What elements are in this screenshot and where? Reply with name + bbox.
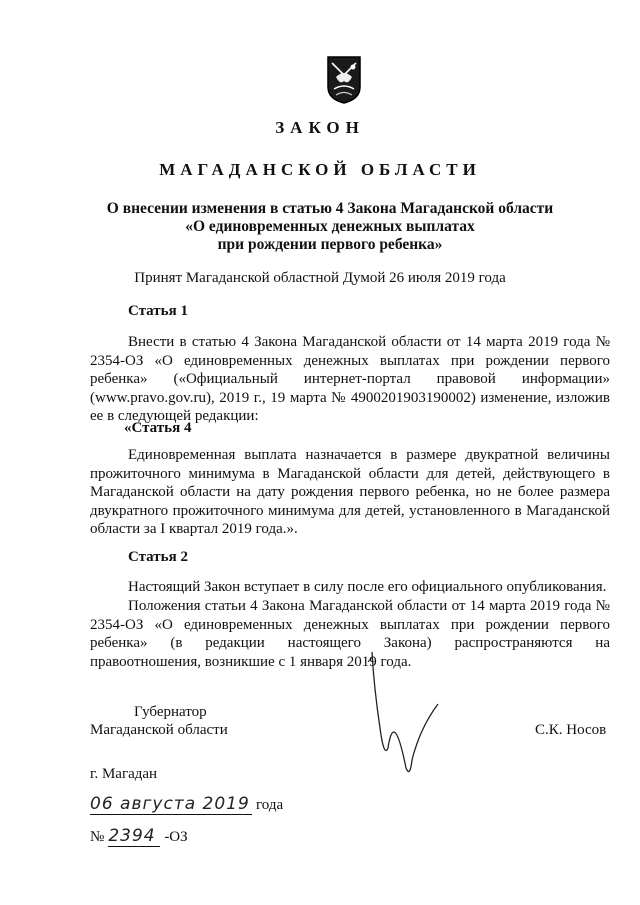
handwritten-date: 06 августа 2019 <box>90 794 252 815</box>
subject-line: О внесении изменения в статью 4 Закона Магаданской области <box>106 200 554 217</box>
signer-position: Губернатор <box>134 704 207 720</box>
article-4-quoted-text: Единовременная выплата назначается в размере двукратной величины прожиточного минимума в Магаданской области для детей, действующего в Магаданской области на дату рождения первого ребенка, но не более размера двукратного прожиточного минимума для детей, установленного в Магаданской области за I квартал 2019 года.». <box>90 447 610 538</box>
article-2-paragraph-2: Положения статьи 4 Закона Магаданской области от 14 марта 2019 года № 2354-ОЗ «О единовременных денежных выплатах при рождении первого ребенка» (в редакции настоящего Закона) распространяются на правоотношения, возникшие с 1 января 2019 года. <box>90 598 610 670</box>
adoption-note: Принят Магаданской областной Думой 26 июля 2019 года <box>134 270 506 286</box>
subject-line: «О единовременных денежных выплатах <box>185 218 475 235</box>
article-4-quoted-heading: «Статья 4 <box>124 420 192 436</box>
date-suffix: года <box>256 797 284 813</box>
article-1-heading: Статья 1 <box>128 303 188 319</box>
place-of-signing: г. Магадан <box>90 766 158 782</box>
document-type-title: ЗАКОН <box>275 118 365 137</box>
handwritten-number: 2394 <box>108 826 160 847</box>
signer-region: Магаданской области <box>90 722 228 738</box>
coat-of-arms-emblem <box>326 55 362 105</box>
article-1-text: Внести в статью 4 Закона Магаданской области от 14 марта 2019 года № 2354-ОЗ «О единовременных денежных выплатах при рождении первого ребенка» («Официальный интернет-портал правовой информации» (www.pravo.gov.ru), 2019 г., 19 марта № 4900201903190002) изменение, изложив ее в следующей редакции: <box>90 334 610 425</box>
region-title: МАГАДАНСКОЙ ОБЛАСТИ <box>159 160 481 179</box>
law-subject <box>60 200 600 254</box>
number-suffix: -ОЗ <box>164 829 188 845</box>
number-prefix: № <box>90 829 105 845</box>
handwritten-signature <box>360 648 450 788</box>
subject-line: при рождении первого ребенка» <box>217 236 443 253</box>
signing-date <box>90 794 283 815</box>
law-number <box>90 826 188 847</box>
article-2-heading: Статья 2 <box>128 549 188 565</box>
signer-name: С.К. Носов <box>535 722 607 738</box>
article-2-paragraph-1: Настоящий Закон вступает в силу после его официального опубликования. <box>128 579 607 595</box>
